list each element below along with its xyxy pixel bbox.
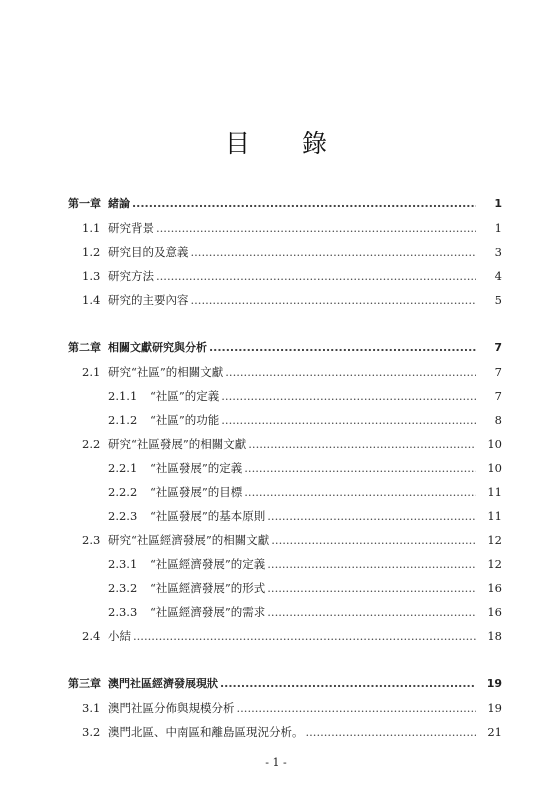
toc-dot-leader — [191, 244, 477, 260]
toc-entry-label: 研究“社區發展”的相關文獻 — [108, 437, 247, 451]
toc-entry-label: “社區發展”的定義 — [150, 461, 243, 475]
toc-dot-leader — [267, 508, 476, 524]
toc-entry-number: 3.1 — [82, 701, 101, 715]
toc-section-entry — [108, 604, 502, 620]
toc-entry-number: 2.2.1 — [108, 461, 138, 475]
toc-entry-page: 5 — [494, 293, 502, 307]
toc-entry-label: 研究的主要內容 — [108, 293, 189, 307]
toc-entry-label: 澳門社區經濟發展現狀 — [108, 677, 218, 690]
toc-section-entry — [108, 460, 502, 476]
toc-entry-page: 11 — [487, 485, 502, 499]
toc-dot-leader — [248, 436, 476, 452]
toc-entry-number: 第三章 — [68, 677, 101, 690]
toc-entry-page: 1 — [494, 197, 502, 210]
toc-entry-number: 第一章 — [68, 197, 101, 210]
toc-entry-page: 12 — [487, 533, 502, 547]
toc-entry-page: 10 — [487, 437, 502, 451]
toc-dot-leader — [267, 604, 476, 620]
toc-entry-number: 1.4 — [82, 293, 101, 307]
toc-entry-label: 緒論 — [108, 197, 130, 210]
toc-entry-page: 19 — [487, 701, 502, 715]
toc-dot-leader — [132, 196, 476, 212]
toc-entry-number: 2.2 — [82, 437, 101, 451]
toc-entry-page: 3 — [494, 245, 502, 259]
toc-entry-page: 10 — [487, 461, 502, 475]
toc-entry-label: 小結 — [108, 629, 131, 643]
toc-chapter-entry — [68, 340, 502, 356]
toc-entry-label: 研究背景 — [108, 221, 154, 235]
toc-section-entry — [82, 292, 502, 308]
toc-entry-page: 7 — [494, 341, 502, 354]
toc-section-entry — [82, 700, 502, 716]
toc-section-entry — [108, 556, 502, 572]
toc-dot-leader — [237, 700, 477, 716]
toc-dot-leader — [209, 340, 476, 356]
toc-entry-label: “社區經濟發展”的需求 — [150, 605, 266, 619]
toc-entry-number: 2.3.2 — [108, 581, 138, 595]
toc-section-entry — [108, 508, 502, 524]
toc-section-entry — [82, 724, 502, 740]
toc-entry-number: 1.1 — [82, 221, 101, 235]
toc-entry-page: 11 — [487, 509, 502, 523]
toc-dot-leader — [267, 556, 476, 572]
toc-entry-label: 澳門社區分佈與規模分析 — [108, 701, 235, 715]
toc-entry-page: 19 — [486, 677, 502, 690]
toc-dot-leader — [220, 676, 476, 692]
toc-entry-number: 2.2.2 — [108, 485, 138, 499]
toc-dot-leader — [133, 628, 476, 644]
toc-entry-page: 16 — [487, 605, 502, 619]
toc-entry-page: 7 — [494, 389, 502, 403]
toc-dot-leader — [156, 268, 476, 284]
page-number-footer: - 1 - — [265, 756, 287, 769]
toc-entry-number: 1.2 — [82, 245, 101, 259]
toc-dot-leader — [244, 460, 476, 476]
toc-section-entry — [82, 628, 502, 644]
toc-entry-label: “社區”的功能 — [150, 413, 220, 427]
toc-entry-number: 2.1.2 — [108, 413, 138, 427]
toc-entry-number: 2.2.3 — [108, 509, 138, 523]
toc-entry-page: 16 — [487, 581, 502, 595]
toc-section-entry — [108, 484, 502, 500]
toc-entry-label: “社區發展”的目標 — [150, 485, 243, 499]
toc-entry-page: 21 — [487, 725, 502, 739]
toc-section-entry — [82, 244, 502, 260]
toc-entry-page: 18 — [487, 629, 502, 643]
toc-entry-page: 12 — [487, 557, 502, 571]
toc-entry-label: “社區經濟發展”的形式 — [150, 581, 266, 595]
page-title: 目 錄 — [225, 129, 349, 158]
toc-entry-label: 研究“社區”的相關文獻 — [108, 365, 224, 379]
toc-dot-leader — [221, 388, 476, 404]
toc-entry-number: 1.3 — [82, 269, 101, 283]
toc-entry-label: 澳門北區、中南區和離島區現況分析。 — [108, 725, 304, 739]
toc-section-entry — [82, 364, 502, 380]
toc-entry-page: 4 — [494, 269, 502, 283]
toc-dot-leader — [306, 724, 477, 740]
toc-dot-leader — [267, 580, 476, 596]
toc-section-entry — [82, 436, 502, 452]
toc-section-entry — [108, 412, 502, 428]
toc-entry-label: 研究方法 — [108, 269, 154, 283]
toc-chapter-entry — [68, 196, 502, 212]
toc-entry-number: 2.3.1 — [108, 557, 138, 571]
toc-entry-page: 7 — [494, 365, 502, 379]
toc-dot-leader — [225, 364, 476, 380]
toc-dot-leader — [244, 484, 476, 500]
toc-entry-number: 2.3.3 — [108, 605, 138, 619]
toc-entry-page: 1 — [494, 221, 502, 235]
toc-dot-leader — [221, 412, 476, 428]
toc-entry-label: “社區發展”的基本原則 — [150, 509, 266, 523]
toc-dot-leader — [271, 532, 476, 548]
toc-entry-page: 8 — [494, 413, 502, 427]
toc-chapter-entry — [68, 676, 502, 692]
toc-entry-label: 研究“社區經濟發展”的相關文獻 — [108, 533, 270, 547]
toc-entry-number: 第二章 — [68, 341, 101, 354]
toc-section-entry — [82, 220, 502, 236]
toc-section-entry — [82, 268, 502, 284]
toc-section-entry — [82, 532, 502, 548]
toc-entry-number: 2.3 — [82, 533, 101, 547]
toc-dot-leader — [191, 292, 477, 308]
toc-dot-leader — [156, 220, 476, 236]
toc-section-entry — [108, 388, 502, 404]
toc-entry-label: “社區”的定義 — [150, 389, 220, 403]
toc-entry-number: 3.2 — [82, 725, 101, 739]
toc-entry-label: 研究目的及意義 — [108, 245, 189, 259]
toc-entry-label: 相關文獻研究與分析 — [108, 341, 207, 354]
toc-entry-number: 2.1 — [82, 365, 101, 379]
toc-entry-number: 2.1.1 — [108, 389, 138, 403]
toc-entry-number: 2.4 — [82, 629, 101, 643]
toc-section-entry — [108, 580, 502, 596]
toc-entry-label: “社區經濟發展”的定義 — [150, 557, 266, 571]
